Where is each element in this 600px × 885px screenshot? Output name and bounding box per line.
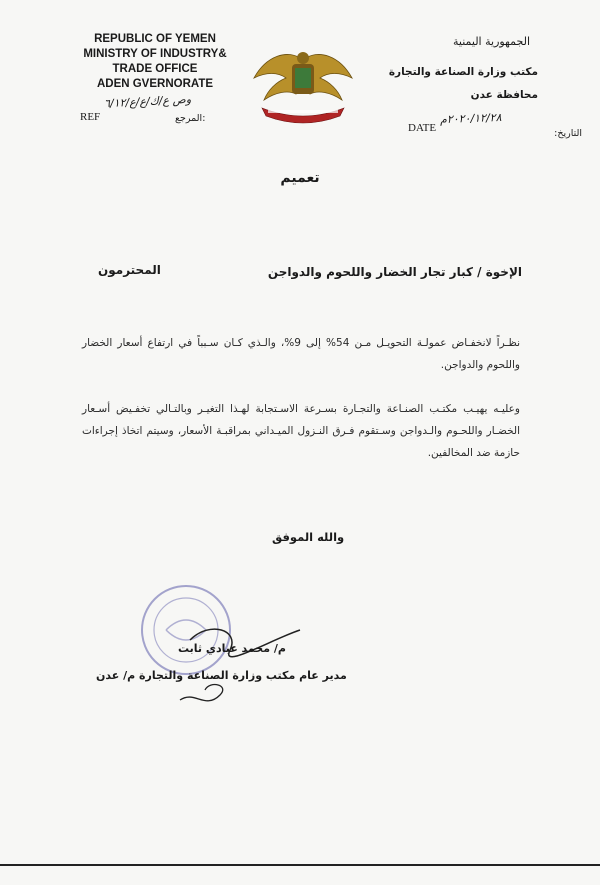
ref-row	[80, 92, 260, 127]
addressee: الإخوة / كبار تجار الخضار واللحوم والدواجن	[267, 265, 522, 279]
header-en-line2: MINISTRY OF INDUSTRY&	[83, 48, 227, 60]
closing-phrase: والله الموفق	[272, 530, 345, 544]
bottom-divider	[0, 864, 600, 866]
document-title: تعميم	[280, 170, 320, 186]
header-ar-line3: محافظة عدن	[470, 89, 538, 101]
paragraph-2: وعليـه يهيـب مكتـب الصنـاعة والتجـارة بسـرعة الاسـتجابة لهـذا التغيـر وبالتـالي تخفـيض أسـعار الخضـار واللحـوم والـدواجن وسـتقوم فـرق النـزول الميـداني بمراقبـة الأسعار، وسيتم اتخاذ إجراءات حازمة ضد المخالفين.	[82, 403, 520, 459]
ref-value: وص ع/ك/ع/ع/٦/١٢	[103, 92, 192, 111]
header-ar-line1: الجمهورية اليمنية	[452, 35, 530, 48]
signatory-title: مدير عام مكتب وزارة الصناعة والتجارة م/ عدن	[96, 669, 347, 682]
header-ar-line2: مكتب وزارة الصناعة والتجارة	[388, 66, 538, 78]
header-en-line1: REPUBLIC OF YEMEN	[94, 33, 216, 45]
header-en	[70, 32, 240, 92]
header-en-line4: ADEN GVERNORATE	[96, 78, 214, 90]
paragraph-1: نظـراً لانخفـاض عمولـة التحويـل مـن 54% إلى 9%، والـذي كـان سـبباً في ارتفاع أسعار الخضار واللحوم والدواجن.	[82, 337, 520, 371]
signatory-name: م/ محمد عبادي ثابت	[178, 642, 286, 655]
date-label: DATE	[408, 122, 437, 134]
handwritten-signature-icon	[150, 600, 350, 720]
date-row	[408, 108, 588, 139]
header-en-line3: TRADE OFFICE	[112, 63, 198, 75]
date-value: ٢٠٢٠/١٢/٢٨م	[439, 110, 502, 127]
ref-label: REF	[80, 111, 101, 123]
ref-label-ar: المرجع:	[175, 113, 206, 124]
yemen-emblem-icon	[248, 38, 358, 126]
date-label-ar: التاريخ:	[554, 128, 582, 139]
honorific: المحترمون	[98, 263, 161, 277]
header-ar	[348, 35, 538, 112]
